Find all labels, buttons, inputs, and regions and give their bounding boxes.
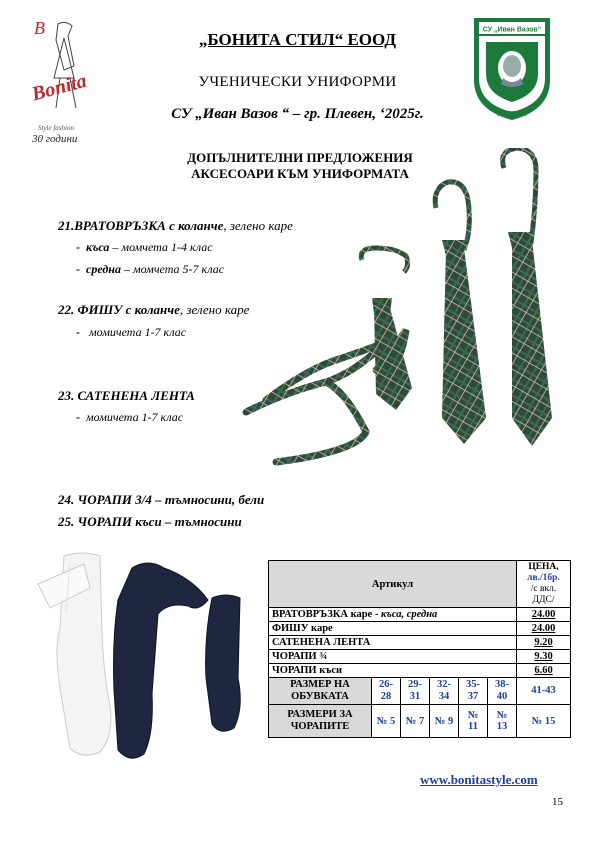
website-link[interactable]: www.bonitastyle.com	[420, 772, 538, 787]
price-table-wrap	[268, 560, 571, 738]
table-header-row	[269, 561, 571, 608]
long-tie	[512, 240, 552, 446]
navy-knee-sock	[114, 563, 209, 758]
logo-brand: Bonita	[29, 69, 89, 106]
crest-top-text: СУ „Иван Вазов“	[482, 26, 542, 34]
item-25: 25. ЧОРАПИ къси – тъмносини	[58, 514, 242, 529]
col-article: Артикул	[269, 561, 517, 608]
table-row: ФИШУ каре 24.00	[269, 622, 571, 636]
page-number: 15	[552, 796, 563, 808]
table-row: САТЕНЕНА ЛЕНТА 9.20	[269, 636, 571, 650]
section-title-2: АКСЕСОАРИ КЪМ УНИФОРМАТА	[191, 166, 409, 181]
shoe-size-row: РАЗМЕР НА ОБУВКАТА 26-28 29-31 32-34 35-37 38-40 41-43	[269, 678, 571, 705]
navy-short-sock	[206, 595, 241, 731]
item-22: 22. ФИШУ с коланче, зелено каре	[58, 302, 250, 317]
item-21-sub-2: - средна – момчета 5-7 клас	[76, 262, 225, 276]
ties-illustration	[236, 148, 566, 478]
short-tie	[374, 308, 412, 410]
socks-illustration	[24, 548, 264, 766]
school-line: СУ „Иван Вазов “ – гр. Плевен, ‘2025г.	[171, 106, 424, 122]
section-title-1: ДОПЪЛНИТЕЛНИ ПРЕДЛОЖЕНИЯ	[187, 150, 413, 165]
table-row: ВРАТОВРЪЗКА каре - къса, средна 24.00	[269, 608, 571, 622]
item-22-sub-1: - момичета 1-7 клас	[76, 325, 187, 339]
logo-tagline: Style fashion	[38, 124, 74, 132]
item-23-sub-1: - момичета 1-7 клас	[76, 410, 184, 424]
item-24: 24. ЧОРАПИ 3/4 – тъмносини, бели	[58, 492, 265, 507]
price-table	[268, 560, 571, 738]
col-price: ЦЕНА, лв./1бр. /с вкл. ДДС/	[517, 561, 571, 608]
logo-years: 30 години	[32, 133, 78, 145]
svg-text:B: B	[34, 18, 45, 38]
medium-tie	[442, 248, 486, 444]
crest-bottom-text: ПЛЕВЕН	[497, 111, 527, 118]
table-row: ЧОРАПИ къси 6.60	[269, 664, 571, 678]
company-name: „БОНИТА СТИЛ“ ЕООД	[198, 30, 397, 49]
item-21: 21.ВРАТОВРЪЗКА с коланче, зелено каре	[58, 218, 293, 233]
table-row: ЧОРАПИ ¾ 9.30	[269, 650, 571, 664]
sock-size-row: РАЗМЕРИ ЗА ЧОРАПИТЕ № 5 № 7 № 9 № 11 № 13 № 15	[269, 705, 571, 738]
item-23: 23. САТЕНЕНА ЛЕНТА	[58, 388, 195, 403]
doc-subtitle: УЧЕНИЧЕСКИ УНИФОРМИ	[198, 74, 397, 90]
item-21-sub-1: - къса – момчета 1-4 клас	[76, 240, 213, 254]
